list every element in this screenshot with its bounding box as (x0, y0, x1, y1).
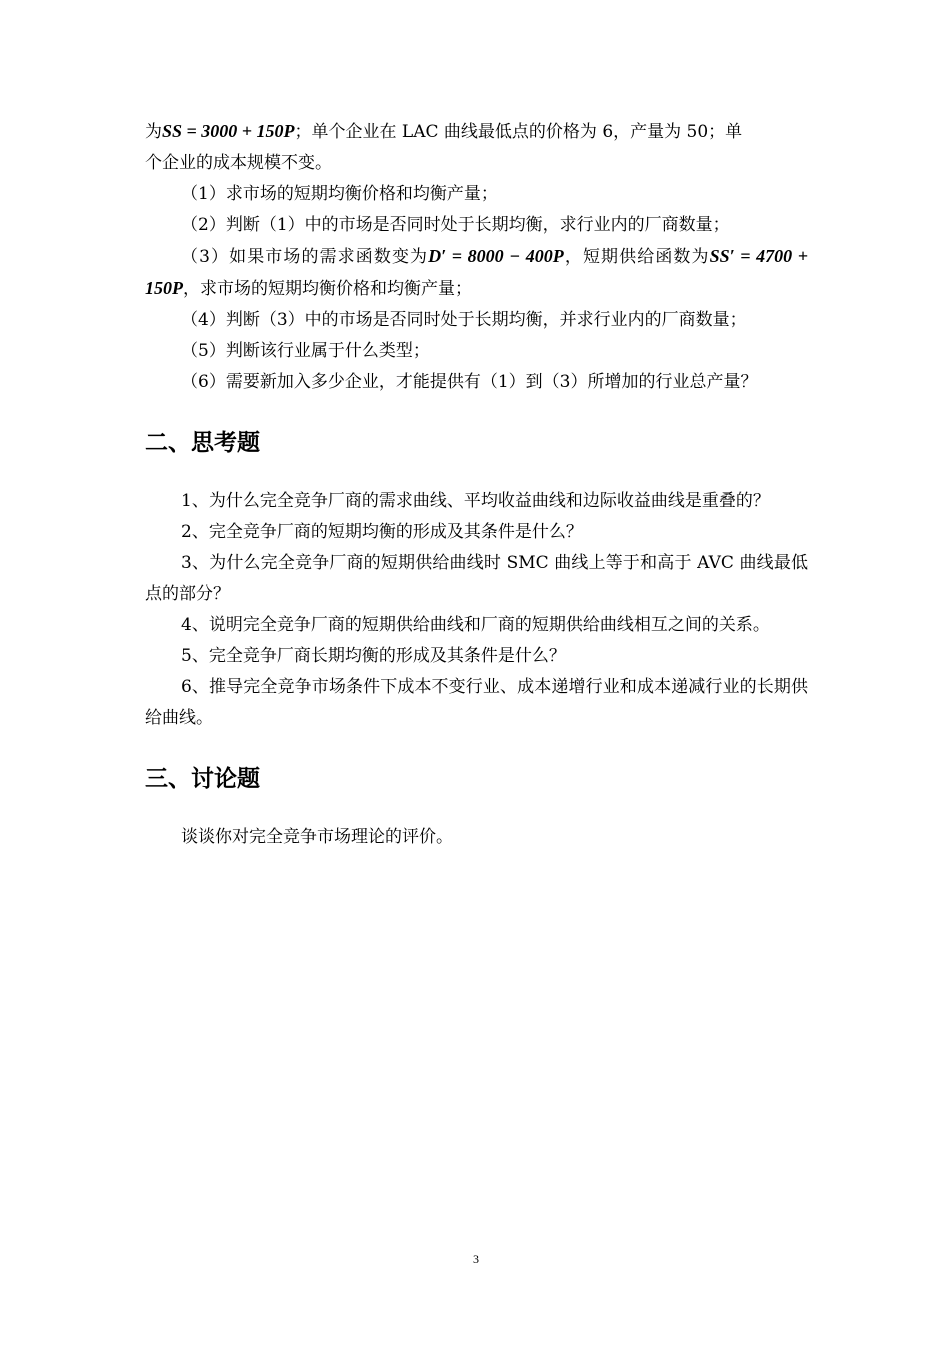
thinking-item-2: 2、完全竞争厂商的短期均衡的形成及其条件是什么？ (181, 522, 583, 542)
question-1: （1）求市场的短期均衡价格和均衡产量； (181, 184, 498, 204)
intro-rest-line1: ；单个企业在 LAC 曲线最低点的价格为 6，产量为 50；单 (294, 122, 743, 142)
intro-line2: 个企业的成本规模不变。 (145, 153, 332, 173)
discussion-item: 谈谈你对完全竞争市场理论的评价。 (181, 827, 453, 847)
thinking-item-6: 6、推导完全竞争市场条件下成本不变行业、成本递增行业和成本递减行业的长期供给曲线。 (145, 677, 808, 728)
q3-prefix: （3）如果市场的需求函数变为 (181, 247, 429, 267)
page-number: 3 (473, 1252, 479, 1266)
thinking-item-5: 5、完全竞争厂商长期均衡的形成及其条件是什么？ (181, 646, 566, 666)
question-6: （6）需要新加入多少企业，才能提供有（1）到（3）所增加的行业总产量？ (181, 372, 758, 392)
q3-rest: ，求市场的短期均衡价格和均衡产量； (183, 279, 472, 299)
question-2: （2）判断（1）中的市场是否同时处于长期均衡，求行业内的厂商数量； (181, 215, 730, 235)
intro-prefix: 为 (145, 122, 162, 142)
q3-mid: ，短期供给函数为 (563, 247, 710, 267)
ss-formula: SS = 3000 + 150P (162, 121, 295, 141)
question-4: （4）判断（3）中的市场是否同时处于长期均衡，并求行业内的厂商数量； (181, 310, 747, 330)
section-title-discussion: 三、讨论题 (145, 766, 260, 792)
thinking-item-4: 4、说明完全竞争厂商的短期供给曲线和厂商的短期供给曲线相互之间的关系。 (181, 615, 770, 635)
document-page (145, 116, 808, 853)
problem-intro (145, 116, 808, 179)
thinking-item-3: 3、为什么完全竞争厂商的短期供给曲线时 SMC 曲线上等于和高于 AVC 曲线最低点的部分？ (145, 553, 808, 604)
question-5: （5）判断该行业属于什么类型； (181, 341, 430, 361)
question-3 (145, 241, 808, 305)
section-title-thinking: 二、思考题 (145, 430, 260, 456)
thinking-item-1: 1、为什么完全竞争厂商的需求曲线、平均收益曲线和边际收益曲线是重叠的？ (181, 491, 770, 511)
supply-formula: SS′ = 4700 + 150P (145, 246, 808, 298)
demand-formula: D′ = 8000 − 400P (428, 246, 564, 266)
